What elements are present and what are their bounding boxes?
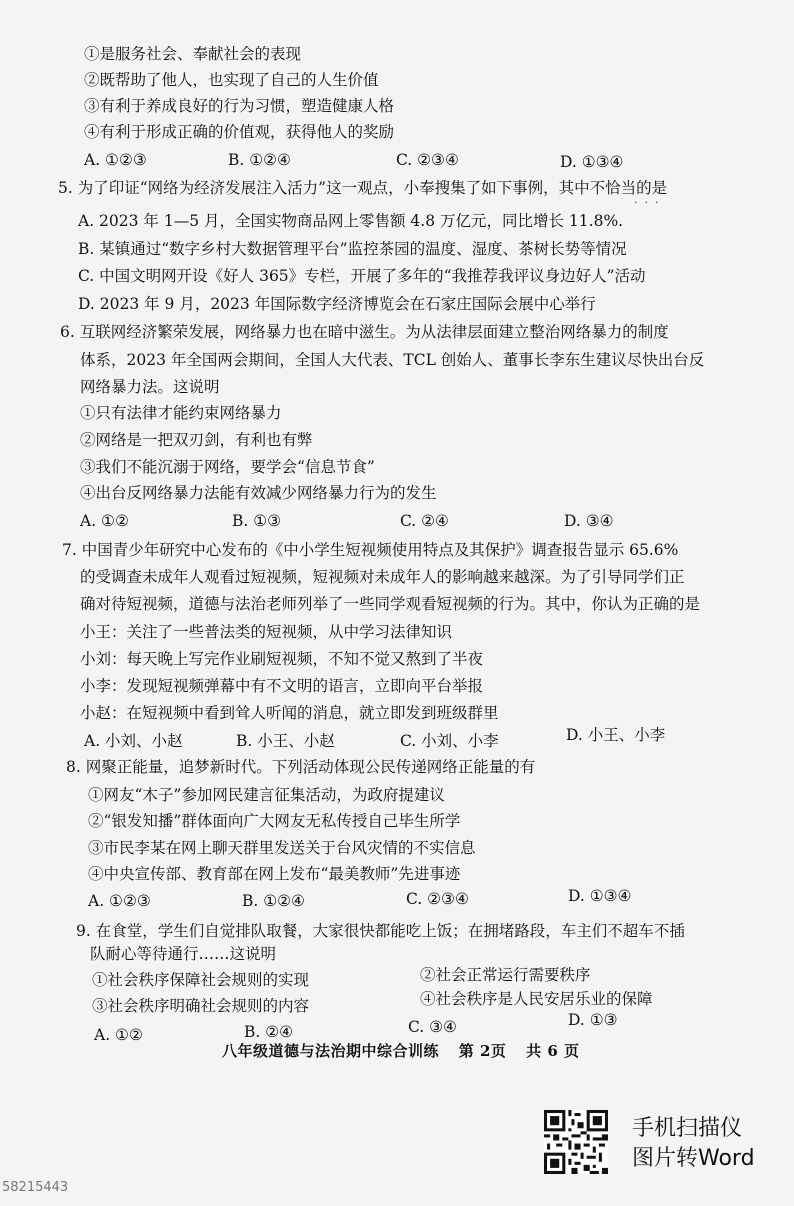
q5-stem: 5. 为了印证“网络为经济发展注入活力”这一观点，小奉搜集了如下事例，其中不恰当的是 [58, 179, 668, 197]
q6-item-2: ②网络是一把双刃剑，有利也有弊 [80, 431, 313, 449]
scanner-label-line-1: 手机扫描仪 [632, 1116, 743, 1141]
q8-option-d: D. ①③④ [568, 887, 632, 905]
q8-item-1: ①网友“木子”参加网民建言征集活动，为政府提建议 [88, 786, 445, 804]
q6-item-4: ④出台反网络暴力法能有效减少网络暴力行为的发生 [80, 484, 437, 502]
q6-stem-line-1: 6. 互联网经济繁荣发展，网络暴力也在暗中滋生。为从法律层面建立整治网络暴力的制度 [60, 323, 669, 341]
q6-stem-line-3: 网络暴力法。这说明 [80, 378, 220, 396]
q8-option-b: B. ①②④ [242, 892, 305, 910]
q4-item-1: ①是服务社会、奉献社会的表现 [84, 45, 302, 63]
q7-option-b: B. 小王、小赵 [236, 732, 335, 750]
side-code: 58215443 [2, 1180, 69, 1195]
q6-option-d: D. ③④ [564, 512, 614, 530]
q9-item-1: ①社会秩序保障社会规则的实现 [92, 971, 310, 989]
emphasis-dots: · · · [634, 196, 659, 209]
q8-stem: 8. 网聚正能量，追梦新时代。下列活动体现公民传递网络正能量的有 [66, 758, 536, 776]
q9-option-b: B. ②④ [244, 1023, 294, 1041]
q4-item-4: ④有利于形成正确的价值观，获得他人的奖励 [84, 123, 395, 141]
q8-item-4: ④中央宣传部、教育部在网上发布“最美教师”先进事迹 [88, 865, 461, 883]
q7-item-zhao: 小赵：在短视频中看到耸人听闻的消息，就立即发到班级群里 [80, 704, 499, 722]
q7-item-liu: 小刘：每天晚上写完作业刷短视频，不知不觉又熬到了半夜 [80, 650, 484, 668]
page-footer [222, 1040, 594, 1061]
q7-stem-line-3: 确对待短视频，道德与法治老师列举了一些同学观看短视频的行为。其中，你认为正确的是 [80, 595, 701, 613]
scanner-label-line-2: 图片转Word [632, 1146, 755, 1171]
q8-item-3: ③市民李某在网上聊天群里发送关于台风灾情的不实信息 [88, 839, 476, 857]
q6-option-c: C. ②④ [400, 512, 449, 530]
q8-option-a: A. ①②③ [88, 892, 151, 910]
footer-title: 八年级道德与法治期中综合训练 [222, 1042, 440, 1060]
q9-item-3: ③社会秩序明确社会规则的内容 [92, 997, 310, 1015]
qr-code-icon [544, 1110, 608, 1174]
q7-stem-line-1: 7. 中国青少年研究中心发布的《中小学生短视频使用特点及其保护》调查报告显示 65.6% [62, 541, 679, 559]
q5-option-d: D. 2023 年 9 月，2023 年国际数字经济博览会在石家庄国际会展中心举行 [78, 295, 596, 313]
footer-page: 第 2页 [458, 1042, 507, 1060]
q9-option-c: C. ③④ [408, 1018, 457, 1036]
q4-item-3: ③有利于养成良好的行为习惯，塑造健康人格 [84, 97, 395, 115]
q7-option-a: A. 小刘、小赵 [84, 732, 183, 750]
footer-total: 共 6 页 [526, 1042, 580, 1060]
q7-item-wang: 小王：关注了一些普法类的短视频，从中学习法律知识 [80, 623, 453, 641]
q9-item-2: ②社会正常运行需要秩序 [420, 966, 591, 984]
q4-option-c: C. ②③④ [396, 151, 459, 169]
q5-option-a: A. 2023 年 1—5 月，全国实物商品网上零售额 4.8 万亿元，同比增长 11.8%. [78, 212, 624, 230]
q5-option-b: B. 某镇通过“数字乡村大数据管理平台”监控茶园的温度、湿度、茶树长势等情况 [78, 240, 627, 258]
q6-option-a: A. ①② [80, 512, 129, 530]
q7-item-li: 小李：发现短视频弹幕中有不文明的语言，立即向平台举报 [80, 677, 484, 695]
q6-item-3: ③我们不能沉溺于网络，要学会“信息节食” [80, 458, 375, 476]
q7-stem-line-2: 的受调查未成年人观看过短视频，短视频对未成年人的影响越来越深。为了引导同学们正 [80, 568, 685, 586]
q9-item-4: ④社会秩序是人民安居乐业的保障 [420, 990, 653, 1008]
q4-option-d: D. ①③④ [560, 153, 624, 171]
q4-option-b: B. ①②④ [228, 151, 291, 169]
q8-item-2: ②“银发知播”群体面向广大网友无私传授自己毕生所学 [88, 812, 461, 830]
q8-option-c: C. ②③④ [406, 890, 469, 908]
q4-item-2: ②既帮助了他人，也实现了自己的人生价值 [84, 71, 379, 89]
q9-stem-line-1: 9. 在食堂，学生们自觉排队取餐，大家很快都能吃上饭；在拥堵路段，车主们不超车不插 [76, 922, 685, 940]
q4-option-a: A. ①②③ [84, 151, 147, 169]
q6-item-1: ①只有法律才能约束网络暴力 [80, 404, 282, 422]
q5-option-c: C. 中国文明网开设《好人 365》专栏，开展了多年的“我推荐我评议身边好人”活动 [78, 267, 646, 285]
q9-option-a: A. ①② [94, 1026, 143, 1044]
q6-stem-line-2: 体系，2023 年全国两会期间，全国人大代表、TCL 创始人、董事长李东生建议尽快出台反 [80, 351, 705, 369]
q7-option-c: C. 小刘、小李 [400, 732, 499, 750]
q9-option-d: D. ①③ [568, 1011, 618, 1029]
q6-option-b: B. ①③ [232, 512, 282, 530]
q9-stem-line-2: 队耐心等待通行……这说明 [90, 945, 277, 963]
q7-option-d: D. 小王、小李 [566, 726, 666, 744]
